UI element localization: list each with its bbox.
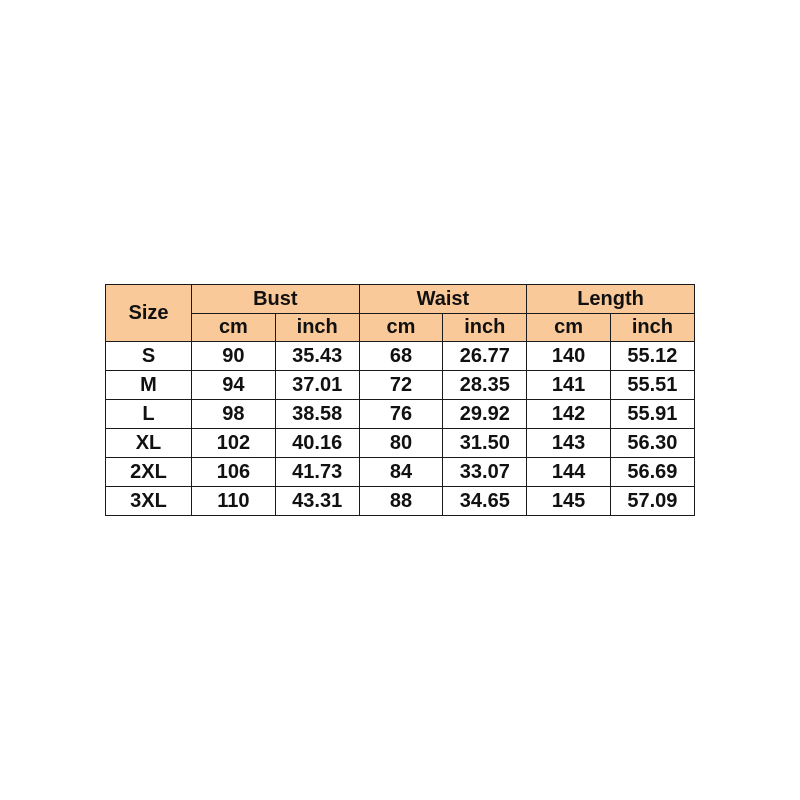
table-cell: 56.69 bbox=[611, 458, 695, 487]
group-header-length: Length bbox=[527, 285, 695, 314]
table-cell: 43.31 bbox=[275, 487, 359, 516]
table-row bbox=[106, 458, 695, 487]
header-row-units bbox=[106, 314, 695, 342]
table-cell: 55.51 bbox=[611, 371, 695, 400]
unit-header: cm bbox=[527, 314, 611, 342]
table-cell: 34.65 bbox=[443, 487, 527, 516]
table-row bbox=[106, 371, 695, 400]
table-cell: 55.12 bbox=[611, 342, 695, 371]
size-cell: XL bbox=[106, 429, 192, 458]
header-row-groups bbox=[106, 285, 695, 314]
unit-header: inch bbox=[611, 314, 695, 342]
table-cell: 90 bbox=[192, 342, 276, 371]
size-cell: 2XL bbox=[106, 458, 192, 487]
size-cell: S bbox=[106, 342, 192, 371]
group-header-bust: Bust bbox=[192, 285, 360, 314]
table-cell: 102 bbox=[192, 429, 276, 458]
table-cell: 76 bbox=[359, 400, 443, 429]
table-cell: 31.50 bbox=[443, 429, 527, 458]
table-cell: 98 bbox=[192, 400, 276, 429]
size-cell: M bbox=[106, 371, 192, 400]
table-cell: 84 bbox=[359, 458, 443, 487]
size-cell: L bbox=[106, 400, 192, 429]
table-cell: 33.07 bbox=[443, 458, 527, 487]
table-cell: 57.09 bbox=[611, 487, 695, 516]
size-chart-table bbox=[105, 284, 695, 516]
table-cell: 38.58 bbox=[275, 400, 359, 429]
table-row bbox=[106, 400, 695, 429]
table-cell: 26.77 bbox=[443, 342, 527, 371]
unit-header: cm bbox=[192, 314, 276, 342]
table-cell: 94 bbox=[192, 371, 276, 400]
unit-header: inch bbox=[275, 314, 359, 342]
table-cell: 88 bbox=[359, 487, 443, 516]
table-row bbox=[106, 342, 695, 371]
table-cell: 141 bbox=[527, 371, 611, 400]
group-header-waist: Waist bbox=[359, 285, 527, 314]
size-header: Size bbox=[106, 285, 192, 342]
table-cell: 40.16 bbox=[275, 429, 359, 458]
table-row bbox=[106, 429, 695, 458]
table-cell: 142 bbox=[527, 400, 611, 429]
table-cell: 55.91 bbox=[611, 400, 695, 429]
table-cell: 29.92 bbox=[443, 400, 527, 429]
table-cell: 110 bbox=[192, 487, 276, 516]
table-cell: 143 bbox=[527, 429, 611, 458]
table-row bbox=[106, 487, 695, 516]
table-cell: 41.73 bbox=[275, 458, 359, 487]
table-cell: 144 bbox=[527, 458, 611, 487]
table-cell: 140 bbox=[527, 342, 611, 371]
table-cell: 72 bbox=[359, 371, 443, 400]
unit-header: inch bbox=[443, 314, 527, 342]
unit-header: cm bbox=[359, 314, 443, 342]
table-cell: 28.35 bbox=[443, 371, 527, 400]
table-cell: 56.30 bbox=[611, 429, 695, 458]
table-cell: 37.01 bbox=[275, 371, 359, 400]
table-cell: 68 bbox=[359, 342, 443, 371]
table-cell: 35.43 bbox=[275, 342, 359, 371]
table-cell: 106 bbox=[192, 458, 276, 487]
table-cell: 145 bbox=[527, 487, 611, 516]
size-cell: 3XL bbox=[106, 487, 192, 516]
table-cell: 80 bbox=[359, 429, 443, 458]
